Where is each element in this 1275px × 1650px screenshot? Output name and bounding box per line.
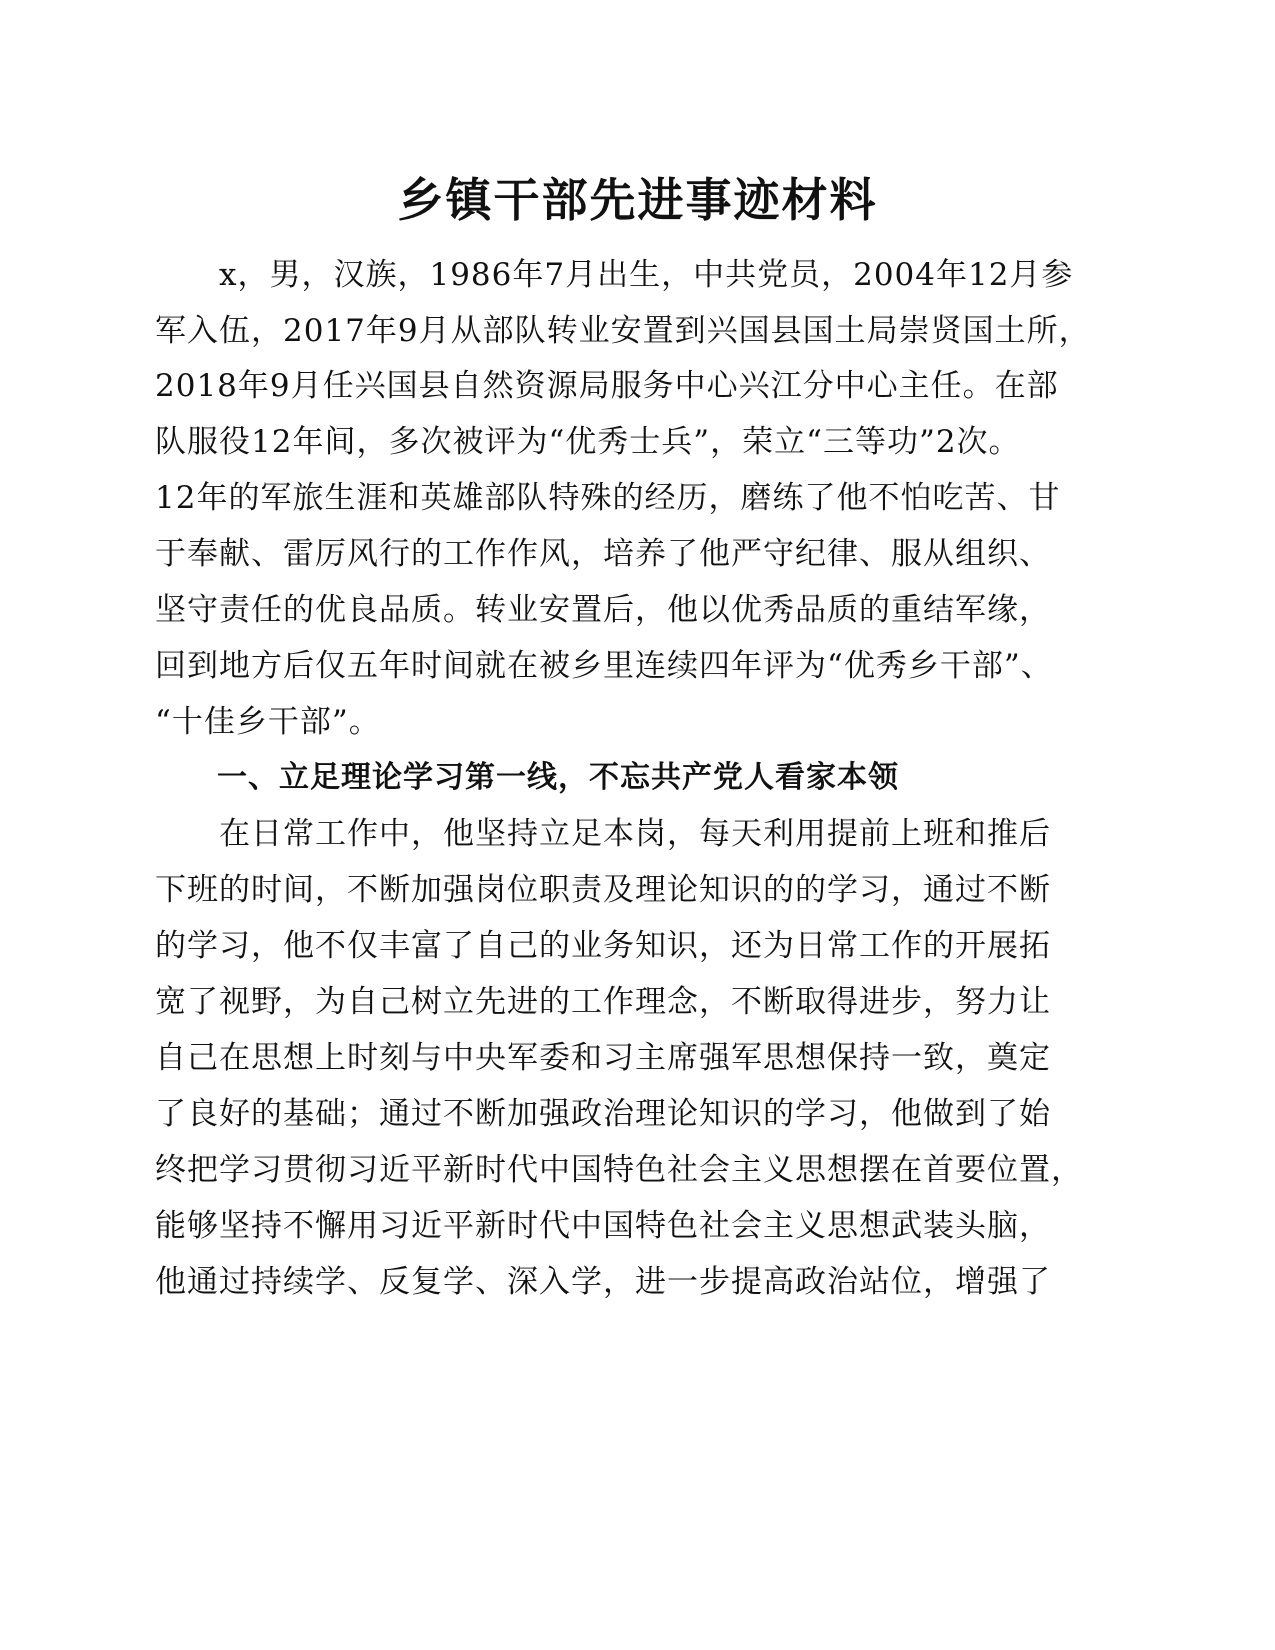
body-line: x，男，汉族，1986年7月出生，中共党员，2004年12月参	[155, 257, 1074, 293]
body-line: 能够坚持不懈用习近平新时代中国特色社会主义思想武装头脑，	[155, 1208, 1051, 1244]
body-line: 的学习，他不仅丰富了自己的业务知识，还为日常工作的开展拓	[155, 928, 1051, 964]
body-line: 12年的军旅生涯和英雄部队特殊的经历，磨练了他不怕吃苦、甘	[155, 480, 1061, 516]
section-heading: 一、立足理论学习第一线，不忘共产党人看家本领	[155, 760, 899, 795]
body-line: 他通过持续学、反复学、深入学，进一步提高政治站位，增强了	[155, 1264, 1051, 1300]
body-line: 宽了视野，为自己树立先进的工作理念，不断取得进步，努力让	[155, 984, 1051, 1020]
body-line: 回到地方后仅五年时间就在被乡里连续四年评为“优秀乡干部”、	[155, 648, 1053, 684]
body-line: 终把学习贯彻习近平新时代中国特色社会主义思想摆在首要位置，	[155, 1152, 1083, 1188]
body-line: 于奉献、雷厉风行的工作作风，培养了他严守纪律、服从组织、	[155, 536, 1051, 572]
body-line: 坚守责任的优良品质。转业安置后，他以优秀品质的重结军缘，	[155, 592, 1051, 628]
document-title: 乡镇干部先进事迹材料	[397, 173, 878, 227]
body-line: 2018年9月任兴国县自然资源局服务中心兴江分中心主任。在部	[155, 368, 1059, 404]
body-line: 自己在思想上时刻与中央军委和习主席强军思想保持一致，奠定	[155, 1040, 1051, 1076]
body-line: “十佳乡干部”。	[155, 704, 381, 740]
body-line: 队服役12年间，多次被评为“优秀士兵”，荣立“三等功”2次。	[155, 424, 1021, 460]
body-line: 下班的时间，不断加强岗位职责及理论知识的的学习，通过不断	[155, 872, 1051, 908]
body-line: 在日常工作中，他坚持立足本岗，每天利用提前上班和推后	[155, 816, 1051, 852]
body-line: 军入伍，2017年9月从部队转业安置到兴国县国土局崇贤国土所，	[155, 313, 1091, 349]
body-line: 了良好的基础；通过不断加强政治理论知识的学习，他做到了始	[155, 1096, 1051, 1132]
